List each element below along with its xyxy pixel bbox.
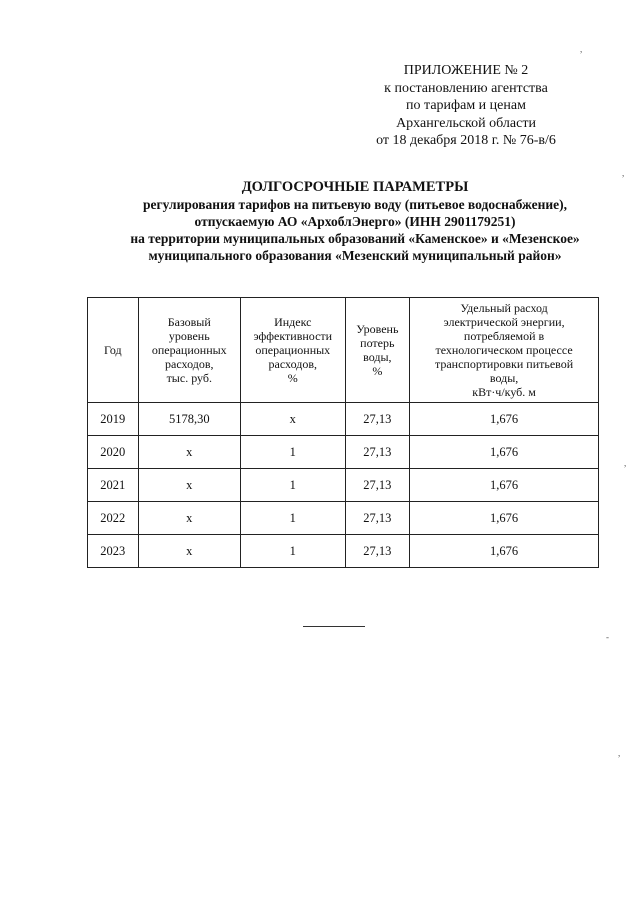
- cell-water-loss: 27,13: [345, 469, 410, 502]
- closing-separator-line: [303, 626, 365, 627]
- cell-water-loss: 27,13: [345, 502, 410, 535]
- header-line: воды,: [363, 350, 392, 364]
- cell-year: 2023: [88, 535, 139, 568]
- header-row: [88, 298, 599, 403]
- header-water-loss: [345, 298, 410, 403]
- scan-speck: -: [606, 632, 609, 642]
- cell-energy-consumption: 1,676: [410, 436, 599, 469]
- cell-energy-consumption: 1,676: [410, 502, 599, 535]
- header-line: тыс. руб.: [166, 371, 212, 385]
- header-efficiency-index: [241, 298, 346, 403]
- cell-base-level: х: [138, 436, 240, 469]
- header-line: кВт·ч/куб. м: [472, 385, 536, 399]
- table-header: [88, 298, 599, 403]
- scan-speck: ,: [624, 458, 627, 468]
- appendix-line: от 18 декабря 2018 г. № 76-в/6: [376, 133, 556, 148]
- title-line: регулирования тарифов на питьевую воду (питьевое водоснабжение),: [142, 197, 568, 212]
- header-line: потерь: [360, 336, 395, 350]
- header-line: операционных: [255, 343, 331, 357]
- appendix-line: к постановлению агентства: [384, 80, 548, 96]
- header-line: Базовый: [167, 315, 211, 329]
- header-line: операционных: [151, 343, 227, 357]
- header-line: Удельный расход: [460, 301, 548, 315]
- scan-speck: ,: [580, 44, 583, 54]
- appendix-header: [340, 62, 592, 150]
- cell-year: 2021: [88, 469, 139, 502]
- cell-water-loss: 27,13: [345, 436, 410, 469]
- cell-year: 2020: [88, 436, 139, 469]
- cell-base-level: 5178,30: [138, 403, 240, 436]
- document-title: [60, 178, 640, 264]
- parameters-table: [87, 297, 599, 568]
- title-line: на территории муниципальных образований «Каменское» и «Мезенское»: [130, 231, 580, 246]
- cell-energy-consumption: 1,676: [410, 469, 599, 502]
- header-line: %: [372, 364, 383, 378]
- scan-speck: ,: [618, 748, 621, 758]
- scan-speck: ,: [622, 168, 625, 178]
- cell-efficiency-index: 1: [241, 469, 346, 502]
- header-line: эффективности: [253, 329, 333, 343]
- header-line: транспортировки питьевой: [434, 357, 574, 371]
- cell-efficiency-index: 1: [241, 502, 346, 535]
- title-line: муниципального образования «Мезенский муниципальный район»: [148, 248, 562, 263]
- header-line: Год: [103, 343, 122, 357]
- table-row: [88, 535, 599, 568]
- header-line: Индекс: [274, 315, 312, 329]
- cell-water-loss: 27,13: [345, 403, 410, 436]
- table-body: [88, 403, 599, 568]
- appendix-line: Архангельской области: [396, 115, 536, 131]
- header-line: уровень: [168, 329, 210, 343]
- cell-efficiency-index: 1: [241, 535, 346, 568]
- header-line: расходов,: [268, 357, 317, 371]
- header-line: расходов,: [165, 357, 214, 371]
- table-row: [88, 403, 599, 436]
- table-row: [88, 469, 599, 502]
- title-main: ДОЛГОСРОЧНЫЕ ПАРАМЕТРЫ: [241, 179, 469, 195]
- cell-year: 2022: [88, 502, 139, 535]
- table-row: [88, 502, 599, 535]
- header-base-level: [138, 298, 240, 403]
- cell-base-level: х: [138, 535, 240, 568]
- appendix-line: по тарифам и ценам: [406, 98, 526, 113]
- cell-efficiency-index: х: [241, 403, 346, 436]
- cell-efficiency-index: 1: [241, 436, 346, 469]
- title-line: отпускаемую АО «АрхоблЭнерго» (ИНН 2901179251): [194, 214, 516, 229]
- header-line: %: [287, 371, 298, 385]
- header-line: воды,: [489, 371, 519, 385]
- header-line: потребляемой в: [463, 329, 545, 343]
- header-line: электрической энергии,: [443, 315, 565, 329]
- cell-base-level: х: [138, 502, 240, 535]
- table-row: [88, 436, 599, 469]
- cell-water-loss: 27,13: [345, 535, 410, 568]
- cell-energy-consumption: 1,676: [410, 403, 599, 436]
- header-year: [88, 298, 139, 403]
- cell-year: 2019: [88, 403, 139, 436]
- header-energy-consumption: [410, 298, 599, 403]
- cell-energy-consumption: 1,676: [410, 535, 599, 568]
- header-line: Уровень: [356, 322, 399, 336]
- header-line: технологическом процессе: [435, 343, 573, 357]
- cell-base-level: х: [138, 469, 240, 502]
- appendix-line: ПРИЛОЖЕНИЕ № 2: [403, 63, 529, 78]
